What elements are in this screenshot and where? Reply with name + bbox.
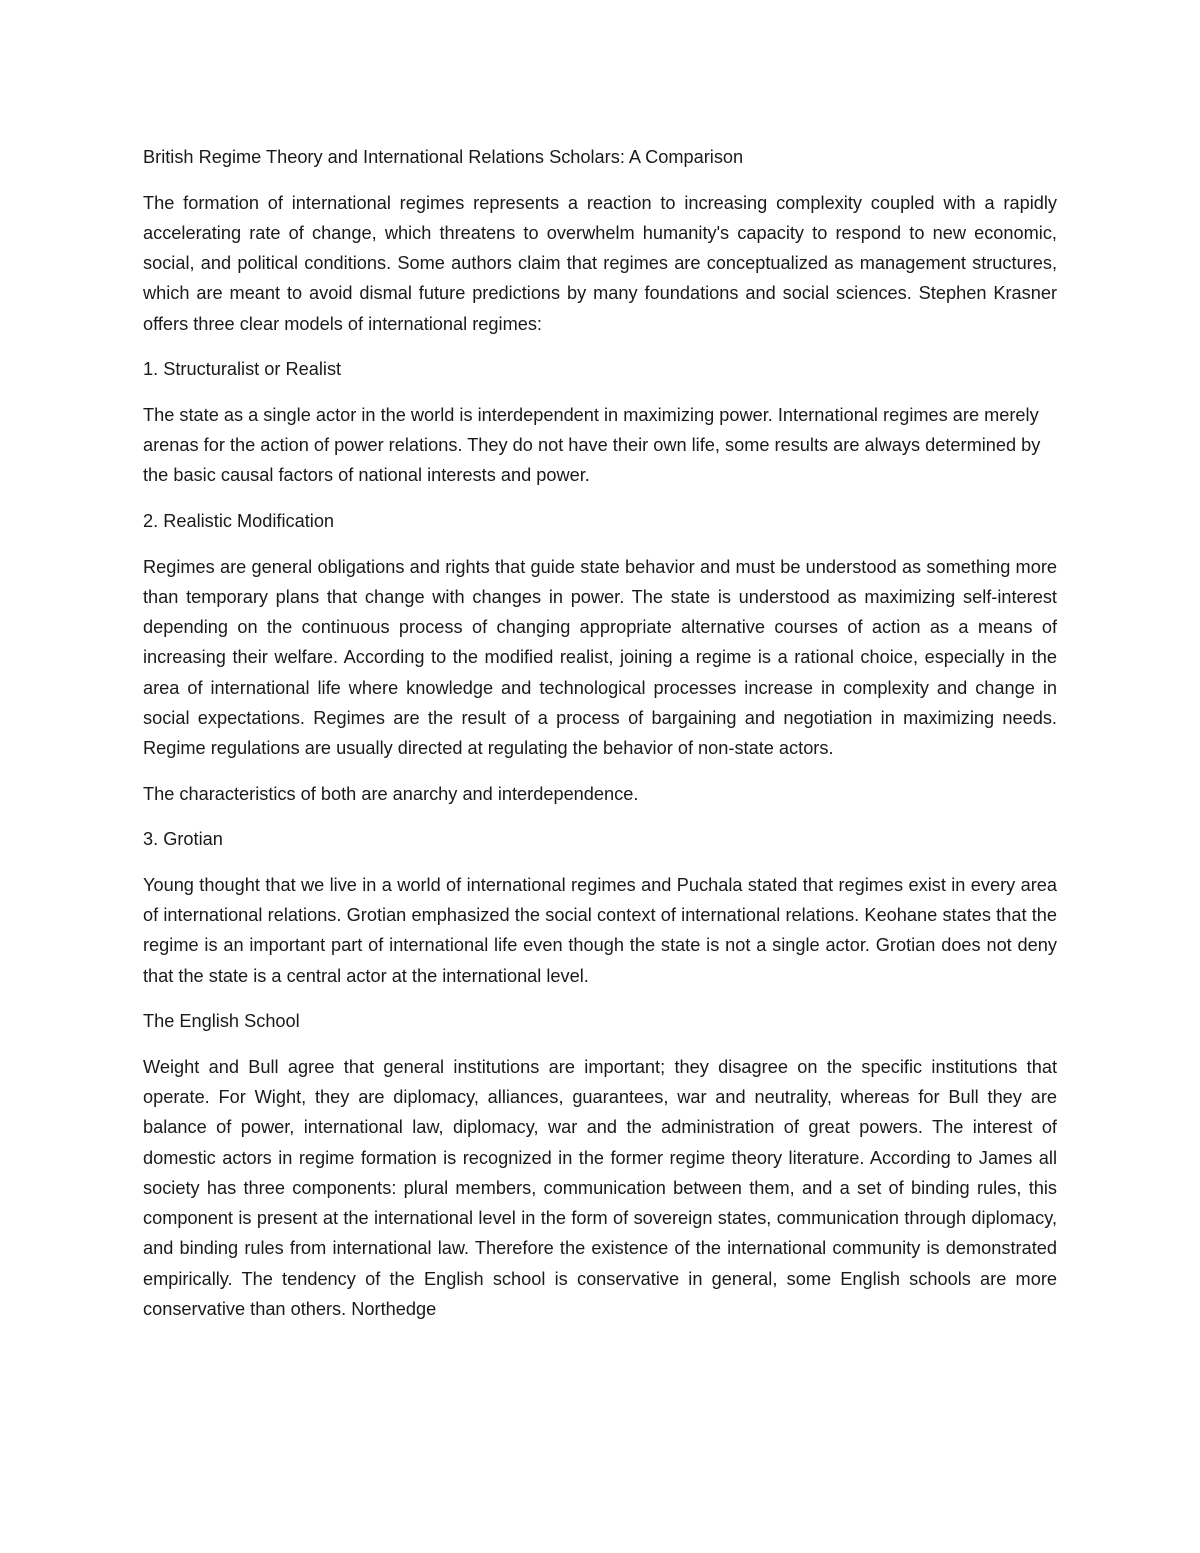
section-body-english-school: Weight and Bull agree that general institutions are important; they disagree on the specific institutions that operate. For Wight, they are diplomacy, alliances, guarantees, war and neutrality, whereas for Bull they are balance of power, international law, diplomacy, war and the administration of great powers. The interest of domestic actors in regime formation is recognized in the former regime theory literature. According to James all society has three components: plural members, communication between them, and a set of binding rules, this component is present at the international level in the form of sovereign states, communication through diplomacy, and binding rules from international law. Therefore the existence of the international community is demonstrated empirically. The tendency of the English school is conservative in general, some English schools are more conservative than others. Northedge [143, 1057, 1057, 1319]
section-body-structuralist: The state as a single actor in the world is interdependent in maximizing power. International regimes are merely arenas for the action of power relations. They do not have their own life, some results are always determined by the basic causal factors of national interests and power. [143, 404, 1041, 486]
document-title: British Regime Theory and International Relations Scholars: A Comparison [143, 147, 744, 167]
section-heading-grotian: 3. Grotian [143, 829, 223, 850]
section-body-grotian: Young thought that we live in a world of international regimes and Puchala stated that regimes exist in every area of international relations. Grotian emphasized the social context of international relations. Keohane states that the regime is an important part of international life even though the state is not a single actor. Grotian does not deny that the state is a central actor at the international level. [143, 875, 1057, 986]
intro-paragraph: The formation of international regimes represents a reaction to increasing complexity coupled with a rapidly accelerating rate of change, which threatens to overwhelm humanity's capacity to respond to new economic, social, and political conditions. Some authors claim that regimes are conceptualized as management structures, which are meant to avoid dismal future predictions by many foundations and social sciences. Stephen Krasner offers three clear models of international regimes: [143, 192, 1057, 334]
section-body-realistic-modification: Regimes are general obligations and rights that guide state behavior and must be understood as something more than temporary plans that change with changes in power. The state is understood as maximizing self-interest depending on the continuous process of changing appropriate alternative courses of action as a means of increasing their welfare. According to the modified realist, joining a regime is a rational choice, especially in the area of international life where knowledge and technological processes increase in complexity and change in social expectations. Regimes are the result of a process of bargaining and negotiation in maximizing needs. Regime regulations are usually directed at regulating the behavior of non-state actors. [143, 556, 1057, 758]
section-heading-realistic-modification: 2. Realistic Modification [143, 511, 335, 532]
characteristics-summary: The characteristics of both are anarchy and interdependence. [143, 783, 639, 804]
section-heading-english-school: The English School [143, 1011, 300, 1032]
document-body [143, 142, 1057, 1339]
section-heading-structuralist: 1. Structuralist or Realist [143, 359, 342, 380]
